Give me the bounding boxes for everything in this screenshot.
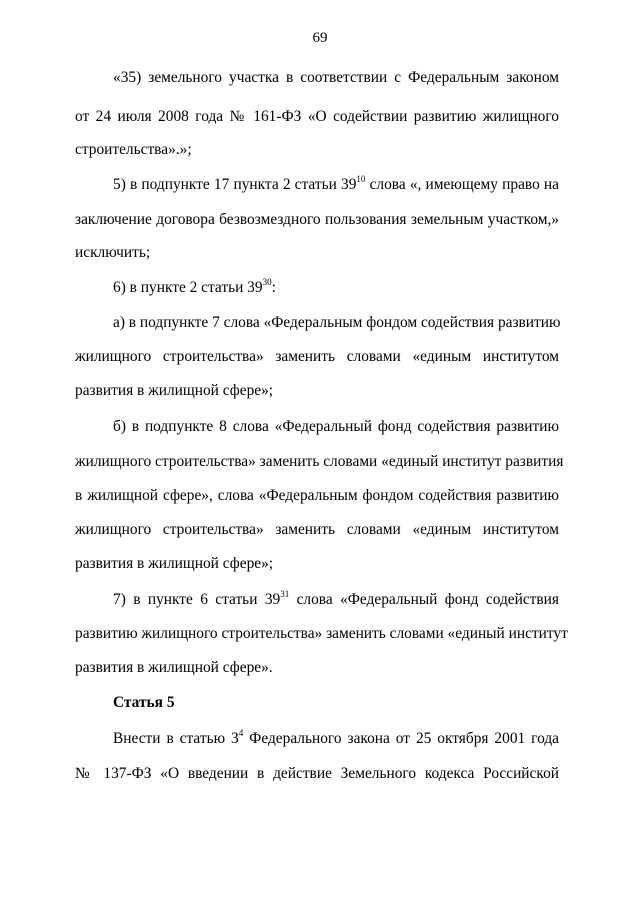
text-segment: Внести в статью 3 (113, 730, 239, 747)
superscript: 31 (280, 588, 290, 599)
superscript: 10 (356, 173, 366, 184)
text-segment: слова «, имеющему право на (365, 176, 559, 193)
text-line: развития в жилищной сфере». (75, 659, 273, 676)
text-line: развития в жилищной сфере»; (75, 555, 274, 572)
text-segment: 6) в пункте 2 статьи 39 (113, 279, 263, 296)
text-line (113, 729, 559, 749)
text-line: жилищного строительства» заменить словами «единым институтом (75, 348, 559, 365)
text-line: жилищного строительства» заменить словами «единым институтом (75, 521, 559, 538)
text-line: заключение договора безвозмездного пользования земельным участком,» (75, 211, 559, 228)
text-line: б) в подпункте 8 слова «Федеральный фонд содействия развитию (113, 418, 559, 435)
article-heading: Статья 5 (113, 694, 175, 711)
text-line: № 137-ФЗ «О введении в действие Земельного кодекса Российской (75, 765, 559, 782)
superscript: 4 (238, 727, 244, 738)
text-line: в жилищной сфере», слова «Федеральным фондом содействия развитию (75, 487, 559, 504)
text-line: а) в подпункте 7 слова «Федеральным фондом содействия развитию (113, 314, 561, 331)
text-line (113, 590, 559, 610)
text-line (113, 278, 559, 298)
text-segment: слова «Федеральный фонд содействия (289, 591, 559, 608)
superscript: 30 (262, 276, 272, 287)
text-line (113, 175, 559, 195)
text-segment: 7) в пункте 6 статьи 39 (113, 591, 281, 608)
text-line: строительства».»; (75, 141, 192, 158)
text-line: исключить; (75, 244, 151, 261)
text-line: развитию жилищного строительства» заменить словами «единый институт (75, 625, 568, 642)
page-number: 69 (312, 30, 328, 46)
text-segment: 5) в подпункте 17 пункта 2 статьи 39 (113, 176, 357, 193)
text-segment: : (271, 279, 276, 296)
text-line: «35) земельного участка в соответствии с Федеральным законом (113, 69, 559, 86)
text-segment: Федерального закона от 25 октября 2001 года (243, 730, 560, 747)
text-line: жилищного строительства» заменить словами «единый институт развития (75, 453, 564, 470)
text-line: развития в жилищной сфере»; (75, 382, 274, 399)
text-line: от 24 июля 2008 года № 161-ФЗ «О содействии развитию жилищного (75, 108, 559, 125)
